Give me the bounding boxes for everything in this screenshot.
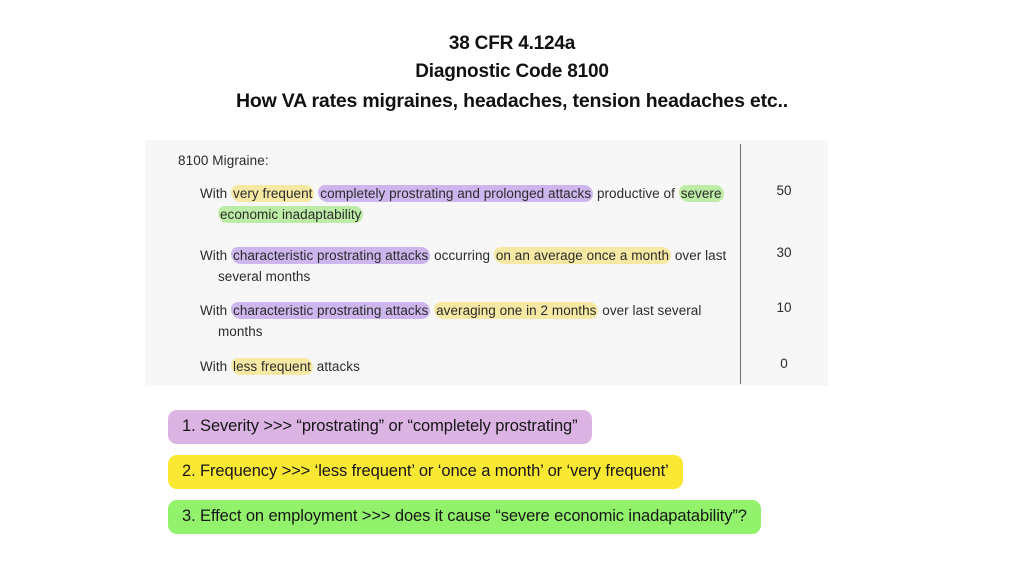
table-column-divider bbox=[740, 144, 741, 384]
rating-criteria-text bbox=[200, 300, 738, 342]
highlight-employment: severe economic inadaptability bbox=[220, 186, 722, 222]
rating-percentage: 50 bbox=[776, 183, 792, 198]
title-line-diagnostic-code: Diagnostic Code 8100 bbox=[415, 61, 609, 82]
criteria-middle: occurring bbox=[430, 248, 494, 263]
rating-percentage: 0 bbox=[780, 356, 788, 371]
callout-severity: 1. Severity >>> “prostrating” or “completely prostrating” bbox=[168, 410, 592, 444]
criteria-prefix: With bbox=[200, 248, 232, 263]
criteria-prefix: With bbox=[200, 186, 232, 201]
page-title bbox=[0, 30, 1024, 116]
highlight-frequency: averaging one in 2 months bbox=[436, 303, 597, 318]
rating-criteria-text bbox=[200, 183, 738, 225]
criteria-summary-list bbox=[168, 410, 761, 545]
highlight-frequency: very frequent bbox=[233, 186, 313, 201]
criteria-prefix: With bbox=[200, 359, 232, 374]
highlight-severity: characteristic prostrating attacks bbox=[233, 248, 429, 263]
rating-table-panel bbox=[145, 140, 828, 386]
rating-percentage: 10 bbox=[776, 300, 792, 315]
criteria-suffix: over last several months bbox=[218, 303, 702, 339]
highlight-severity: characteristic prostrating attacks bbox=[233, 303, 429, 318]
criteria-middle: productive of bbox=[593, 186, 679, 201]
highlight-frequency: less frequent bbox=[233, 359, 311, 374]
highlight-frequency: on an average once a month bbox=[495, 248, 670, 263]
diagnostic-code-heading: 8100 Migraine: bbox=[178, 153, 269, 168]
highlight-severity: completely prostrating and prolonged attacks bbox=[320, 186, 592, 201]
callout-frequency: 2. Frequency >>> ‘less frequent’ or ‘once a month’ or ‘very frequent’ bbox=[168, 455, 683, 489]
title-line-regulation: 38 CFR 4.124a bbox=[448, 33, 576, 54]
callout-employment-effect: 3. Effect on employment >>> does it cause “severe economic inadapatability”? bbox=[168, 500, 761, 534]
criteria-suffix: over last several months bbox=[218, 248, 727, 284]
criteria-suffix: attacks bbox=[312, 359, 360, 374]
title-line-subtitle: How VA rates migraines, headaches, tension headaches etc.. bbox=[236, 90, 788, 112]
criteria-prefix: With bbox=[200, 303, 232, 318]
rating-percentage: 30 bbox=[776, 245, 792, 260]
rating-criteria-text bbox=[200, 356, 738, 377]
rating-criteria-text bbox=[200, 245, 738, 287]
